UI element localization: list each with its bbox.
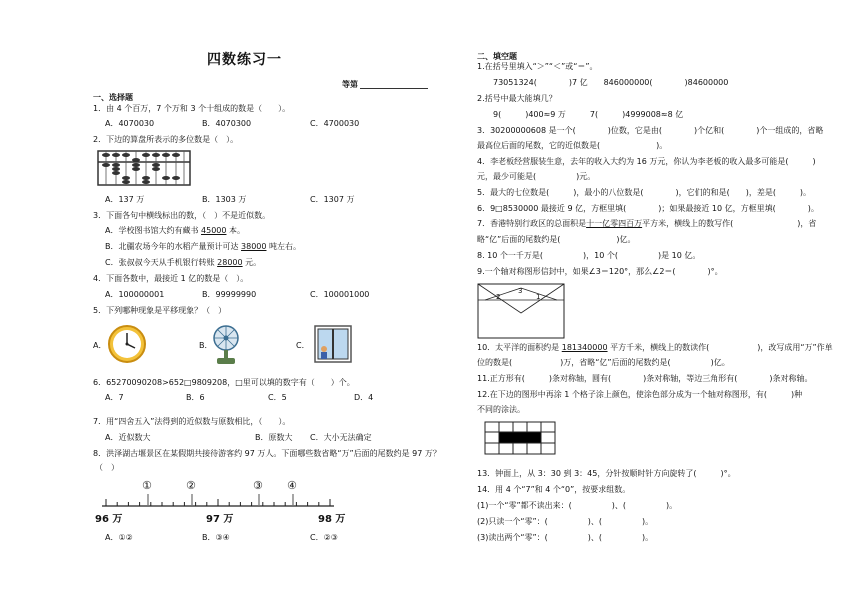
f3-text[interactable]: 3．30200000608 是一个( )位数，它是由( )个亿和( )个一组成的，省略: [477, 126, 824, 135]
abacus-image: [97, 150, 191, 186]
q2-option-a[interactable]: A．137 万: [105, 195, 145, 204]
f14-item-1[interactable]: (1)一个“零”都不读出来：( )、( )。: [477, 501, 678, 510]
f4-text[interactable]: 4．李老板经营服装生意，去年的收入大约为 16 万元，你认为李老板的收入最多可能是( ): [477, 157, 816, 166]
q5-text: 5．下列哪种现象是平移现象？（ ）: [93, 306, 227, 315]
f10-text[interactable]: 10．太平洋的面积约是 181340000 平方千米，横线上的数读作( )，改写成用“万”作单: [477, 343, 833, 352]
angle-label-2: 2: [496, 293, 501, 301]
f13-text[interactable]: 13．钟面上，从 3：30 到 3：45，分针按顺时针方向旋转了( )°。: [477, 469, 736, 478]
q5-option-b-label[interactable]: B．: [199, 341, 213, 350]
clock-image: [107, 324, 147, 364]
section-fill-heading: 二、填空题: [477, 52, 517, 61]
f5-text[interactable]: 5．最大的七位数是( )，最小的八位数是( )，它们的和是( )，差是( )。: [477, 188, 812, 197]
numberline-label-96: 96 万: [95, 514, 123, 525]
angle-label-3: 3: [518, 287, 523, 295]
f14-item-2[interactable]: (2)只读一个“零”：( )、( )。: [477, 517, 654, 526]
q2-text: 2．下边的算盘所表示的多位数是（ ）。: [93, 135, 239, 144]
q4-option-c[interactable]: C．100001000: [310, 290, 370, 299]
section-choice-heading: 一、选择题: [93, 93, 133, 102]
q8-option-b[interactable]: B．③④: [202, 533, 230, 542]
q6-option-a[interactable]: A．7: [105, 393, 124, 402]
q7-option-b[interactable]: B．原数大: [255, 433, 293, 442]
f6-text[interactable]: 6．9□8530000 最接近 9 亿，方框里填( )；如果最接近 10 亿，方框里填( )。: [477, 204, 819, 213]
numberline-mark-4: ④: [287, 479, 297, 492]
q1-text: 1．由 4 个百万，7 个万和 3 个十组成的数是（ ）。: [93, 104, 291, 113]
f11-text[interactable]: 11.正方形有( )条对称轴，圆有( )条对称轴，等边三角形有( )条对称轴。: [477, 374, 813, 383]
angle-label-1: 1: [536, 293, 541, 301]
q6-option-b[interactable]: B．6: [186, 393, 205, 402]
q7-option-c[interactable]: C．大小无法确定: [310, 433, 372, 442]
q4-option-a[interactable]: A．100000001: [105, 290, 165, 299]
q6-option-d[interactable]: D．4: [354, 393, 374, 402]
q8-text: 8．洪泽湖古堰景区在某假期共接待游客约 97 万人。下面哪些数省略“万”后面的尾数约是 97 万？: [93, 449, 441, 458]
q7-text: 7．用“四舍五入”法得到的近似数与原数相比，（ ）。: [93, 417, 291, 426]
q2-option-c[interactable]: C．1307 万: [310, 195, 355, 204]
q4-option-b[interactable]: B．99999990: [202, 290, 257, 299]
f14-item-3[interactable]: (3)读出两个“零”：( )、( )。: [477, 533, 654, 542]
q5-option-a-label[interactable]: A．: [93, 341, 107, 350]
f12-text-cont: 不同的涂法。: [477, 405, 525, 414]
f14-text: 14．用 4 个“7”和 4 个“0”，按要求组数。: [477, 485, 631, 494]
q1-option-b[interactable]: B．4070300: [202, 119, 252, 128]
q5-option-c-label[interactable]: C．: [296, 341, 310, 350]
f2-items[interactable]: 9( )400≈9 万 7( )4999008≈8 亿: [493, 110, 684, 119]
fan-image: [210, 324, 242, 366]
page-title: 四数练习一: [207, 52, 282, 68]
window-image: [314, 325, 352, 363]
q4-text: 4．下面各数中，最接近 1 亿的数是（ ）。: [93, 274, 249, 283]
q8-answer-paren[interactable]: （ ）: [95, 463, 119, 472]
q3-option-a[interactable]: A．学校图书馆大约有藏书 45000 本。: [105, 226, 246, 235]
q6-text: 6．65270090208>652□9809208，□里可以填的数字有（ ）个。: [93, 378, 355, 387]
f7-text-cont[interactable]: 略“亿”后面的尾数约是( )亿。: [477, 235, 636, 244]
q1-option-c[interactable]: C．4700030: [310, 119, 360, 128]
numberline-label-98: 98 万: [318, 514, 346, 525]
q8-option-a[interactable]: A．①②: [105, 533, 133, 542]
numberline-mark-3: ③: [253, 479, 263, 492]
grade-line[interactable]: [360, 88, 428, 89]
f2-text: 2.括号中最大能填几？: [477, 94, 557, 103]
q3-option-c[interactable]: C．张叔叔今天从手机银行转账 28000 元。: [105, 258, 262, 267]
grade-label: 等第: [342, 80, 358, 89]
f4-text-cont[interactable]: 元，最少可能是( )元。: [477, 172, 596, 181]
f10-text-cont[interactable]: 位的数是( )万，省略“亿”后面的尾数约是( )亿。: [477, 358, 730, 367]
f12-text[interactable]: 12.在下边的图形中再涂 1 个格子涂上颜色，使涂色部分成为一个轴对称图形，有( )种: [477, 390, 803, 399]
grid-coloring-figure[interactable]: [484, 421, 556, 455]
q6-option-c[interactable]: C．5: [268, 393, 287, 402]
f8-text[interactable]: 8. 10 个一千万是( )，10 个( )是 10 亿。: [477, 251, 701, 260]
f1-text: 1.在括号里填入“＞”“＜”或“＝”。: [477, 62, 598, 71]
numberline-mark-2: ②: [186, 479, 196, 492]
q3-text: 3．下面各句中横线标出的数，（ ）不是近似数。: [93, 211, 271, 220]
f1-items[interactable]: 73051324( )7 亿 846000000( )84600000: [493, 78, 729, 87]
q2-option-b[interactable]: B．1303 万: [202, 195, 247, 204]
numberline-mark-1: ①: [142, 479, 152, 492]
q1-option-a[interactable]: A．4070030: [105, 119, 155, 128]
numberline-label-97: 97 万: [206, 514, 234, 525]
f7-text[interactable]: 7．香港特别行政区的总面积是十一亿零四百万平方米，横线上的数写作( )，省: [477, 219, 817, 228]
q3-option-b[interactable]: B．北疆农场今年的水稻产量预计可达 38000 吨左右。: [105, 242, 302, 251]
q7-option-a[interactable]: A．近似数大: [105, 433, 151, 442]
q8-option-c[interactable]: C．②③: [310, 533, 338, 542]
f3-text-cont[interactable]: 最高位后面的尾数，它的近似数是( )。: [477, 141, 668, 150]
f9-text[interactable]: 9.一个轴对称图形信封中，如果∠3＝120°，那么∠2＝( )°。: [477, 267, 723, 276]
